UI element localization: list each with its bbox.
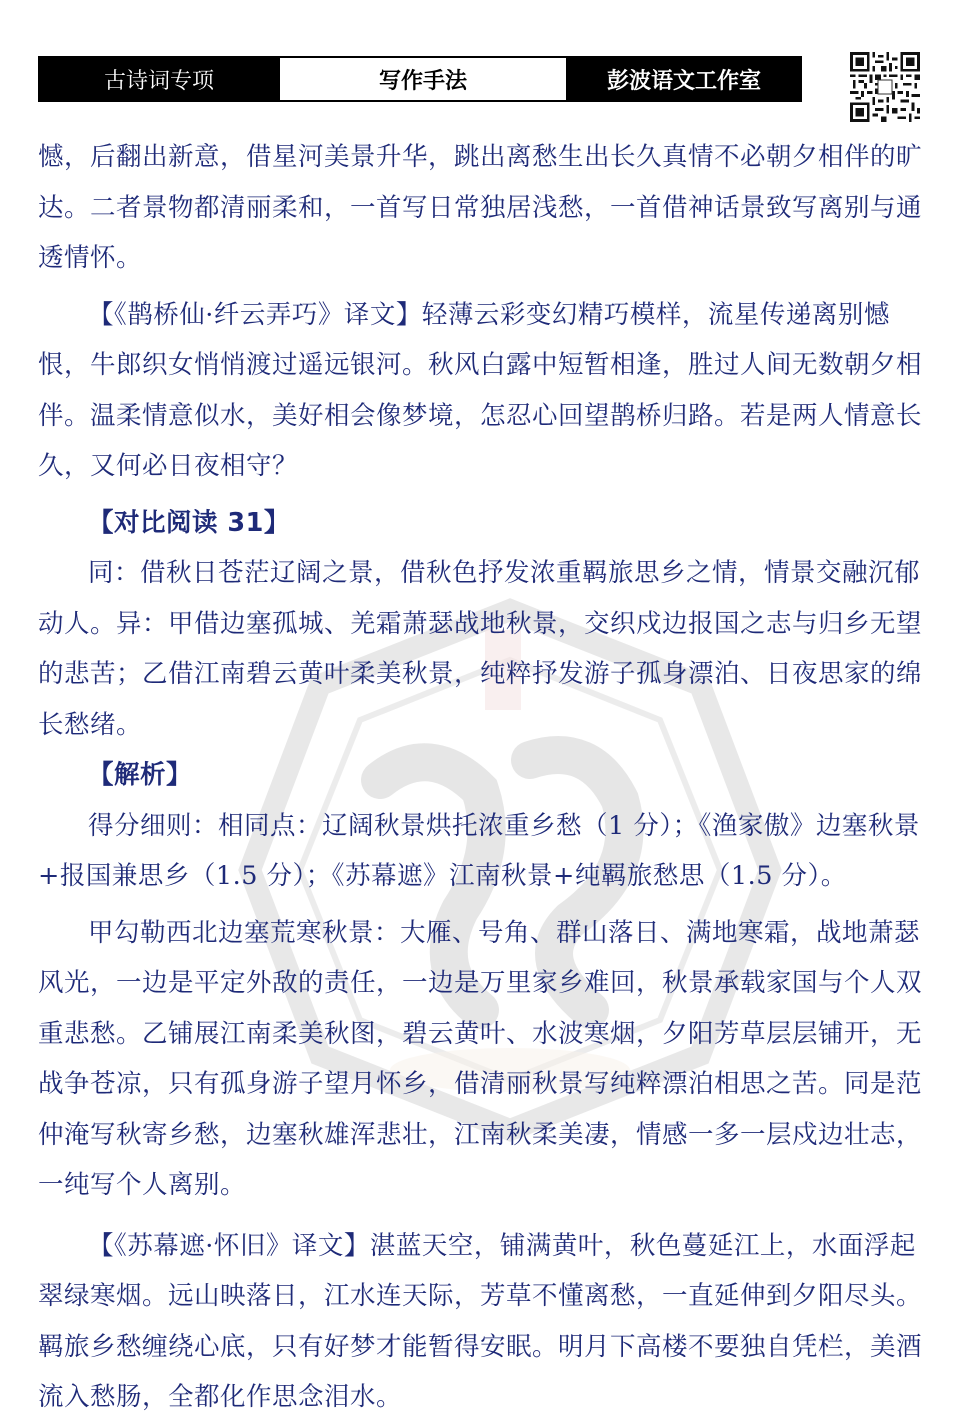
header-bar <box>38 56 802 102</box>
paragraph-comparison-answer: 同：借秋日苍茫辽阔之景，借秋色抒发浓重羁旅思乡之情，情景交融沉郁动人。异：甲借边塞孤城、羌霜萧瑟战地秋景，交织戍边报国之志与归乡无望的悲苦；乙借江南碧云黄叶柔美秋景，纯粹抒发游子孤身漂泊、日夜思家的绵长愁绪。 <box>38 558 923 740</box>
topic-label: 写作手法 <box>278 58 568 100</box>
category-label: 古诗词专项 <box>40 58 278 100</box>
paragraph-scoring-rules: 得分细则：相同点：辽阔秋景烘托浓重乡愁（1 分）；《渔家傲》边塞秋景+报国兼思乡（1.5 分）；《苏幕遮》江南秋景+纯羁旅愁思（1.5 分）。 <box>38 810 920 891</box>
paragraph-analysis: 甲勾勒西北边塞荒寒秋景：大雁、号角、群山落日、满地寒霜，战地萧瑟风光，一边是平定外敌的责任，一边是万里家乡难回，秋景承载家国与个人双重悲愁。乙铺展江南柔美秋图，碧云黄叶、水波寒烟，夕阳芳草层层铺开，无战争苍凉，只有孤身游子望月怀乡，借清丽秋景写纯粹漂泊相思之苦。同是范仲淹写秋寄乡愁，边塞秋雄浑悲壮，江南秋柔美凄，情感一多一层戍边壮志，一纯写个人离别。 <box>38 917 923 1200</box>
section-heading-comparison: 【对比阅读 31】 <box>88 507 290 538</box>
studio-label: 彭波语文工作室 <box>568 58 800 100</box>
paragraph-translation-queqiaoxian: 【《鹊桥仙·纤云弄巧》译文】轻薄云彩变幻精巧模样，流星传递离别憾恨，牛郎织女悄悄渡过遥远银河。秋风白露中短暂相逢，胜过人间无数朝夕相伴。温柔情意似水，美好相会像梦境，怎忍心回望鹊桥归路。若是两人情意长久，又何必日夜相守？ <box>38 299 923 481</box>
section-heading-analysis: 【解析】 <box>88 760 193 790</box>
document-body <box>38 132 928 1423</box>
qr-code-icon <box>850 52 920 122</box>
paragraph-translation-sumuzhe: 【《苏幕遮·怀旧》译文】湛蓝天空，铺满黄叶，秋色蔓延江上，水面浮起翠绿寒烟。远山映落日，江水连天际，芳草不懂离愁，一直延伸到夕阳尽头。羁旅乡愁缠绕心底，只有好梦才能暂得安眠。明月下高楼不要独自凭栏，美酒流入愁肠，全都化作思念泪水。 <box>38 1230 923 1412</box>
paragraph-continuation: 憾，后翻出新意，借星河美景升华，跳出离愁生出长久真情不必朝夕相伴的旷达。二者景物都清丽柔和，一首写日常独居浅愁，一首借神话景致写离别与通透情怀。 <box>38 142 923 273</box>
